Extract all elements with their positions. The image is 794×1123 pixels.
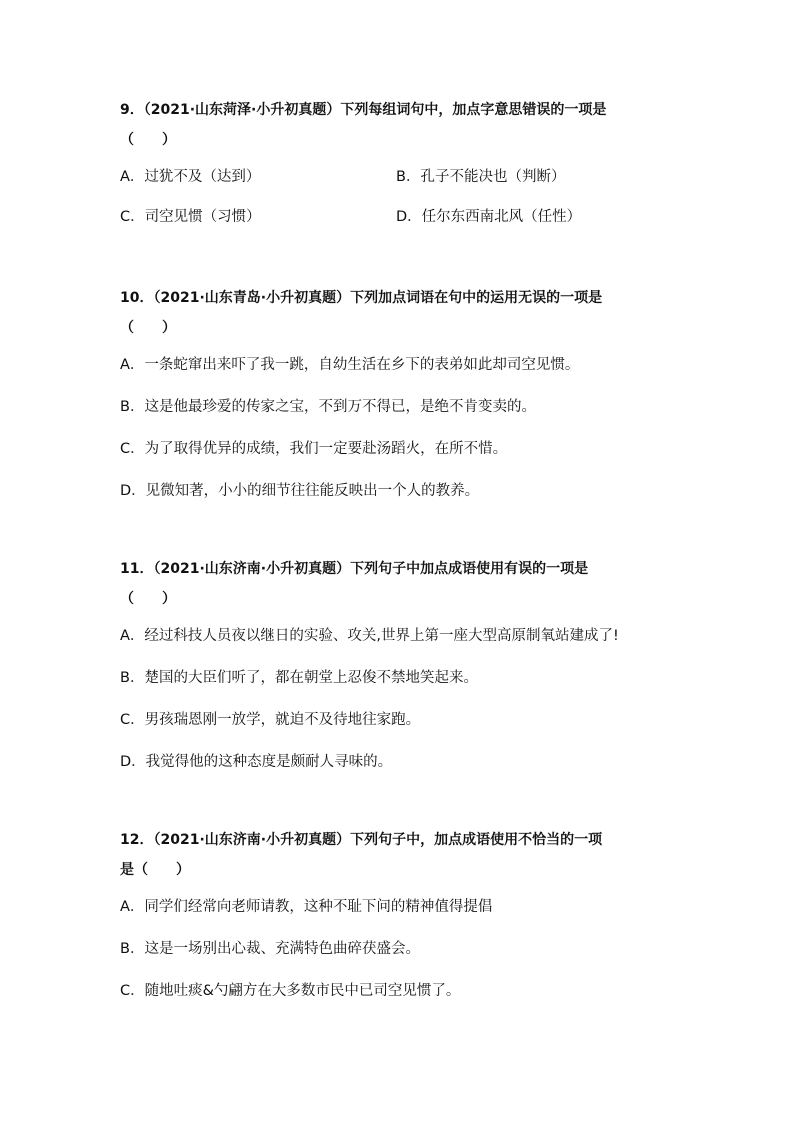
question-11: [120, 554, 680, 772]
option-b: B．这是一场别出心裁、充满特色曲碎茯盛会。: [120, 941, 420, 957]
option-c: C．司空见惯（习惯）: [120, 209, 261, 225]
question-12: [120, 825, 680, 1001]
question-stem: 9．（2021·山东菏泽·小升初真题）下列每组词句中，加点字意思错误的一项是: [120, 102, 607, 118]
option-d: D．我觉得他的这种态度是颇耐人寻味的。: [120, 754, 393, 770]
option-d: D．见微知著，小小的细节往往能反映出一个人的教养。: [120, 483, 480, 499]
question-9: [120, 95, 680, 227]
option-c: C．男孩瑞恩刚一放学，就迫不及待地往家跑。: [120, 712, 421, 728]
option-a: A．过犹不及（达到）: [120, 169, 261, 185]
option-a: A．一条蛇窜出来吓了我一跳，自幼生活在乡下的表弟如此却司空见惯。: [120, 357, 580, 373]
answer-blank: （ ）: [120, 132, 176, 148]
options-row: [120, 207, 680, 227]
option-c: C．为了取得优异的成绩，我们一定要赴汤蹈火，在所不惜。: [120, 441, 508, 457]
question-10: [120, 283, 680, 501]
option-b: B．孔子不能决也（判断）: [396, 169, 566, 185]
option-a: A．同学们经常向老师请教，这种不耻下问的精神值得提倡: [120, 899, 493, 915]
question-stem: 12．（2021·山东济南·小升初真题）下列句子中，加点成语使用不恰当的一项: [120, 832, 603, 848]
options-row: [120, 167, 680, 187]
question-stem: 10．（2021·山东青岛·小升初真题）下列加点词语在句中的运用无误的一项是: [120, 290, 603, 306]
answer-blank: 是（ ）: [120, 862, 190, 878]
answer-blank: （ ）: [120, 320, 176, 336]
question-stem: 11．（2021·山东济南·小升初真题）下列句子中加点成语使用有误的一项是: [120, 561, 589, 577]
answer-blank: （ ）: [120, 591, 176, 607]
option-a: A．经过科技人员夜以继日的实验、攻关,世界上第一座大型高原制氧站建成了!: [120, 628, 619, 644]
option-c: C．随地吐痰&勺翩方在大多数市民中已司空见惯了。: [120, 983, 461, 999]
option-b: B．这是他最珍爱的传家之宝，不到万不得已，是绝不肯变卖的。: [120, 399, 536, 415]
option-d: D．任尔东西南北风（任性）: [396, 209, 582, 225]
option-b: B．楚国的大臣们听了，都在朝堂上忍俊不禁地笑起来。: [120, 670, 478, 686]
